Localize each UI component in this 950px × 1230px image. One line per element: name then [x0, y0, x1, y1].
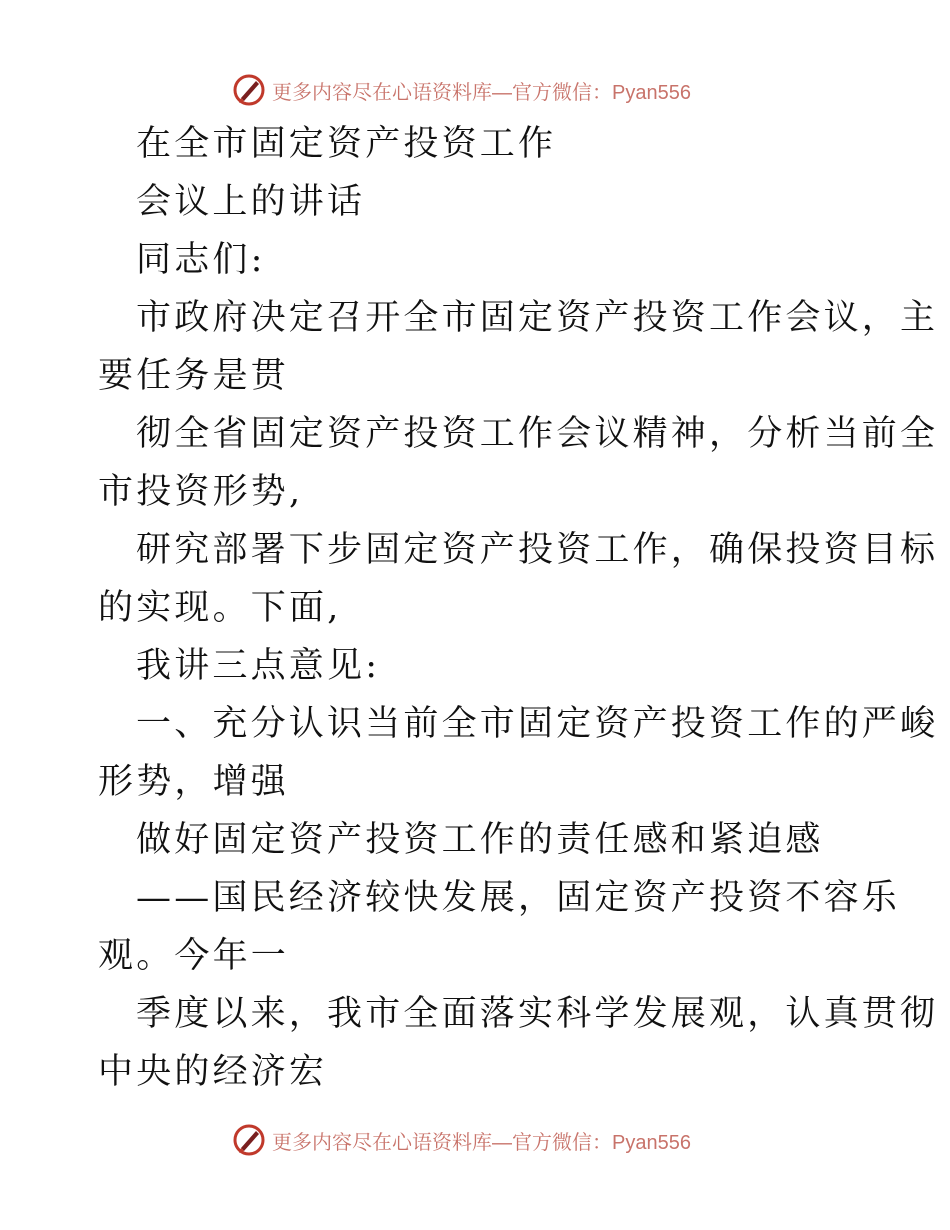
body-line: ——国民经济较快发展，固定资产投资不容乐 — [136, 878, 901, 918]
footer-contact-text: —官方微信：Pyan556 — [492, 1131, 691, 1154]
body-line: 观。今年一 — [98, 936, 290, 976]
body-line: 彻全省固定资产投资工作会议精神，分析当前全 — [136, 414, 939, 454]
pen-logo-icon — [232, 73, 266, 107]
pen-logo-icon — [232, 1123, 266, 1157]
body-line: 研究部署下步固定资产投资工作，确保投资目标 — [136, 530, 939, 570]
header-contact-text: —官方微信：Pyan556 — [492, 81, 691, 104]
body-line: 中央的经济宏 — [98, 1052, 328, 1092]
header-brand-text: 更多内容尽在心语资料库 — [272, 79, 492, 104]
body-line: 形势，增强 — [98, 762, 290, 802]
body-line: 在全市固定资产投资工作 — [136, 124, 557, 164]
body-line: 市政府决定召开全市固定资产投资工作会议，主 — [136, 298, 939, 338]
body-line: 会议上的讲话 — [136, 182, 366, 222]
footer-watermark — [232, 1120, 792, 1160]
footer-brand-text: 更多内容尽在心语资料库 — [272, 1129, 492, 1154]
header-watermark — [232, 70, 792, 110]
body-line: 市投资形势, — [98, 472, 304, 512]
body-line: 我讲三点意见: — [136, 646, 381, 686]
body-line: 季度以来，我市全面落实科学发展观，认真贯彻 — [136, 994, 939, 1034]
body-line: 一、充分认识当前全市固定资产投资工作的严峻 — [136, 704, 939, 744]
body-line: 的实现。下面, — [98, 588, 342, 628]
body-line: 要任务是贯 — [98, 356, 290, 396]
document-body — [98, 115, 939, 1101]
body-line: 同志们: — [136, 240, 266, 280]
body-line: 做好固定资产投资工作的责任感和紧迫感 — [136, 820, 824, 860]
